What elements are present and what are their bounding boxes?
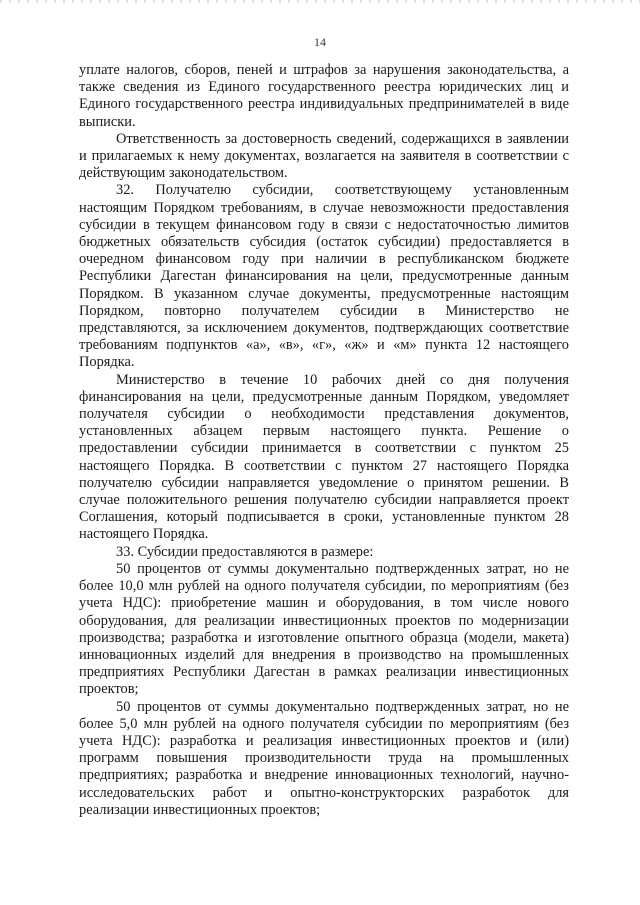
paragraph-responsibility: Ответственность за достоверность сведений, содержащихся в заявлении и прилагаемых к нему документах, возлагается на заявителя в соответствии с действующим законодательством.: [79, 130, 569, 182]
page-number: 14: [314, 35, 326, 49]
scan-edge-artifact: [0, 0, 640, 3]
paragraph-ministry-notice: Министерство в течение 10 рабочих дней со дня получения финансирования на цели, предусмотренные данным Порядком, уведомляет получателя субсидии о необходимости представления документов, установленных абзацем первым настоящего пункта. Решение о предоставлении субсидии принимается в соответствии с пунктом 25 настоящего Порядка. В соответствии с пунктом 27 настоящего Порядка получателю субсидии направляется уведомление о принятом решении. В случае положительного решения получателю субсидии направляется проект Соглашения, который подписывается в сроки, установленные пунктом 28 настоящего Порядка.: [79, 371, 569, 543]
paragraph-subsidy-10mln: 50 процентов от суммы документально подтвержденных затрат, но не более 10,0 млн рублей на одного получателя субсидии, по мероприятиям (без учета НДС): приобретение машин и оборудования, в том числе нового оборудования, для реализации инвестиционных проектов по модернизации производства; разработка и изготовление опытного образца (модели, макета) инновационных изделий для внедрения в производство на промышленных предприятиях Республики Дагестан в рамках реализации инвестиционных проектов;: [79, 560, 569, 698]
paragraph-item-32: 32. Получателю субсидии, соответствующему установленным настоящим Порядком требованиям, в случае невозможности предоставления субсидии в текущем финансовом году в связи с недостаточностью лимитов бюджетных обязательств субсидия (остаток субсидии) предоставляется в очередном финансовом году при наличии в республиканском бюджете Республики Дагестан финансирования на цели, предусмотренные данным Порядком. В указанном случае документы, предусмотренные настоящим Порядком, повторно получателем субсидии в Министерство не представляются, за исключением документов, подтверждающих соответствие требованиям подпунктов «а», «в», «г», «ж» и «м» пункта 12 настоящего Порядка.: [79, 182, 569, 371]
paragraph-subsidy-5mln: 50 процентов от суммы документально подтвержденных затрат, но не более 5,0 млн рублей на одного получателя субсидии по мероприятиям (без учета НДС): разработка и реализация инвестиционных проектов и (или) программ повышения производительности труда на промышленных предприятиях; разработка и внедрение инновационных технологий, научно-исследовательских работ и опытно-конструкторских разработок для реализации инвестиционных проектов;: [79, 698, 569, 818]
paragraph-item-33: 33. Субсидии предоставляются в размере:: [116, 543, 374, 560]
document-body: [79, 62, 569, 819]
paragraph-continuation: уплате налогов, сборов, пеней и штрафов за нарушения законодательства, а также сведения из Единого государственного реестра юридических лиц и Единого государственного реестра индивидуальных предпринимателей в виде выписки.: [79, 62, 569, 130]
